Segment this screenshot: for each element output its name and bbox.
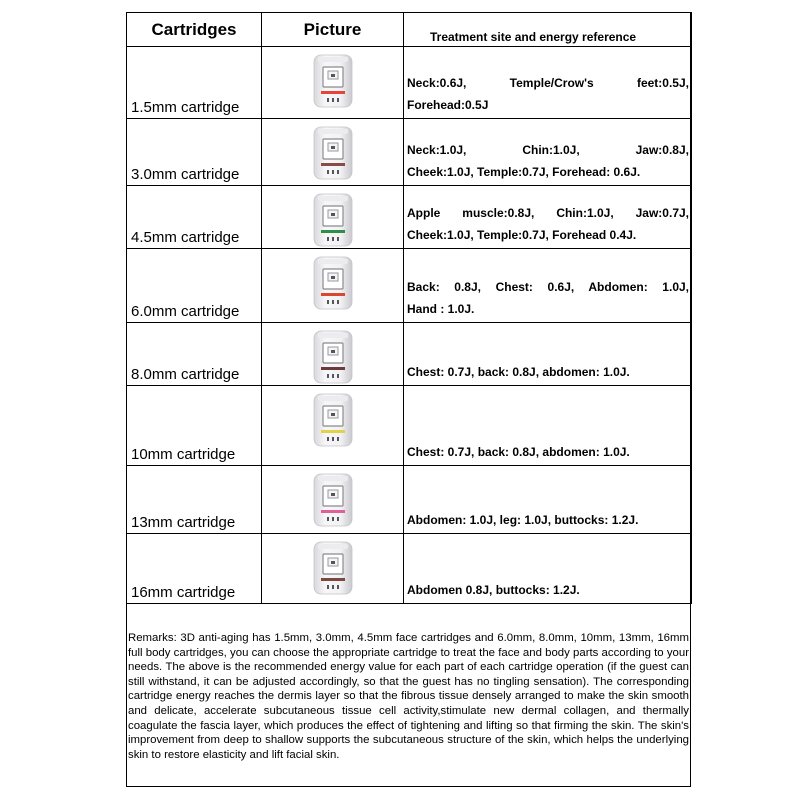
- energy-reference: [404, 249, 692, 323]
- cartridge-icon: [311, 125, 355, 181]
- cartridge-name: 1.5mm cartridge: [127, 47, 262, 119]
- energy-reference: [404, 466, 692, 534]
- table-row: [127, 466, 692, 534]
- header-reference: Treatment site and energy reference: [404, 13, 692, 47]
- reference-line: Hand : 1.0J.: [407, 302, 475, 316]
- cartridge-picture: [262, 249, 404, 323]
- cartridge-icon: [311, 255, 355, 311]
- table-row: [127, 534, 692, 604]
- cartridge-picture: [262, 386, 404, 466]
- table-row: [127, 47, 692, 119]
- table-header-row: [127, 13, 692, 47]
- cartridge-table: [126, 12, 692, 604]
- energy-reference: [404, 534, 692, 604]
- header-cartridges: Cartridges: [127, 13, 262, 47]
- cartridge-icon: [311, 392, 355, 448]
- cartridge-name: 13mm cartridge: [127, 466, 262, 534]
- cartridge-name: 8.0mm cartridge: [127, 323, 262, 386]
- cartridge-picture: [262, 466, 404, 534]
- remarks-paragraph: Remarks: 3D anti-aging has 1.5mm, 3.0mm, 4.5mm face cartridges and 6.0mm, 8.0mm, 10mm, 13mm, 16mm full body cartridges, you can choose the appropriate cartridge to treat the face and body parts according to your needs. The above is the recommended energy value for each part of each cartridge operation (if the guest can still withstand, it can be adjusted accordingly, so that the guest has no tingling sensation). The corresponding cartridge energy reaches the dermis layer so that the fibrous tissue densely arranged to make the skin smooth and delicate, accelerate subcutaneous tissue cell activity,stimulate new dermal collagen, and thermally coagulate the fascia layer, which produces the effect of tightening and lifting so that firming the skin. The skin's improvement from deep to shallow supports the subcutaneous structure of the skin, which helps the underlying skin to restore elasticity and lift facial skin.: [128, 632, 689, 761]
- table-row: [127, 323, 692, 386]
- cartridge-picture: [262, 534, 404, 604]
- energy-reference: [404, 323, 692, 386]
- cartridge-icon: [311, 329, 355, 385]
- reference-line: Apple muscle:0.8J, Chin:1.0J, Jaw:0.7J,: [407, 206, 689, 220]
- reference-line: Abdomen 0.8J, buttocks: 1.2J.: [407, 583, 580, 597]
- cartridge-name: 16mm cartridge: [127, 534, 262, 604]
- cartridge-icon: [311, 540, 355, 596]
- reference-line: Neck:0.6J, Temple/Crow's feet:0.5J,: [407, 76, 689, 90]
- cartridge-name: 10mm cartridge: [127, 386, 262, 466]
- reference-line: Chest: 0.7J, back: 0.8J, abdomen: 1.0J.: [407, 445, 630, 459]
- table-row: [127, 186, 692, 249]
- reference-line: Back: 0.8J, Chest: 0.6J, Abdomen: 1.0J,: [407, 280, 689, 294]
- table-row: [127, 119, 692, 186]
- reference-line: Neck:1.0J, Chin:1.0J, Jaw:0.8J,: [407, 143, 689, 157]
- cartridge-icon: [311, 192, 355, 248]
- reference-line: Cheek:1.0J, Temple:0.7J, Forehead 0.4J.: [407, 228, 637, 242]
- reference-line: Forehead:0.5J: [407, 98, 489, 112]
- cartridge-name: 6.0mm cartridge: [127, 249, 262, 323]
- cartridge-name: 4.5mm cartridge: [127, 186, 262, 249]
- cartridge-name: 3.0mm cartridge: [127, 119, 262, 186]
- reference-line: Abdomen: 1.0J, leg: 1.0J, buttocks: 1.2J.: [407, 513, 639, 527]
- cartridge-icon: [311, 472, 355, 528]
- header-picture: Picture: [262, 13, 404, 47]
- cartridge-picture: [262, 186, 404, 249]
- reference-line: Chest: 0.7J, back: 0.8J, abdomen: 1.0J.: [407, 365, 630, 379]
- energy-reference: [404, 119, 692, 186]
- energy-reference: [404, 386, 692, 466]
- energy-reference: [404, 186, 692, 249]
- cartridge-picture: [262, 323, 404, 386]
- cartridge-picture: [262, 119, 404, 186]
- table-row: [127, 249, 692, 323]
- reference-line: Cheek:1.0J, Temple:0.7J, Forehead: 0.6J.: [407, 165, 641, 179]
- energy-reference: [404, 47, 692, 119]
- cartridge-icon: [311, 53, 355, 109]
- cartridge-picture: [262, 47, 404, 119]
- table-row: [127, 386, 692, 466]
